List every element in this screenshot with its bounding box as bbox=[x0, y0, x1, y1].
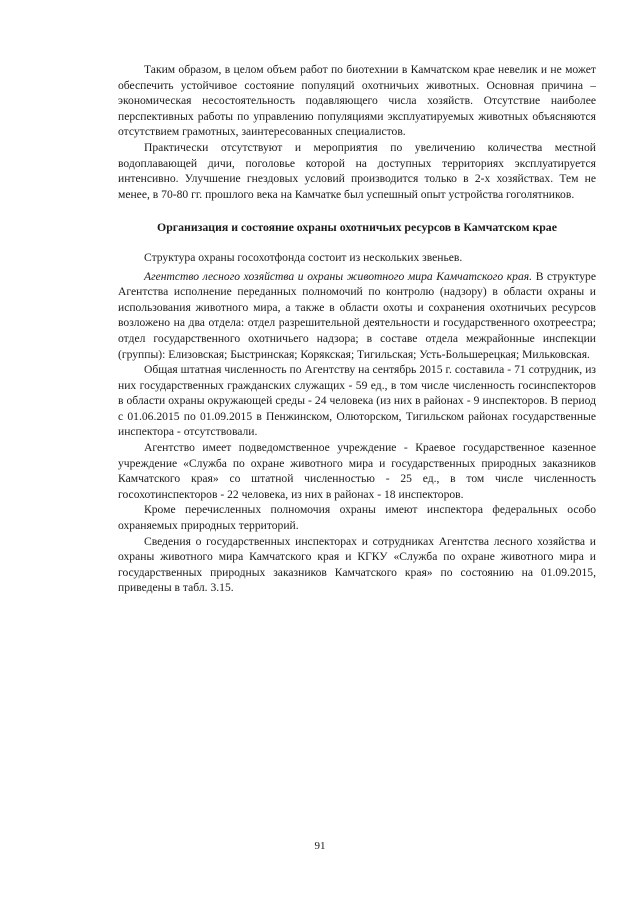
paragraph-table-reference: Сведения о государственных инспекторах и сотрудниках Агентства лесного хозяйства и охраны животного мира Камчатского края и КГКУ «Служба по охране животного мира и государственных природных заказников Камчатского края» по состоянию на 01.09.2015, приведены в табл. 3.15. bbox=[118, 534, 596, 595]
paragraph-agency bbox=[118, 269, 596, 363]
paragraph-subordinate-institution: Агентство имеет подведомственное учреждение - Краевое государственное казенное учреждение «Служба по охране животного мира и государственных природных заказников Камчатского края» со штатной численностью - 25 ед., в том числе численность госохотинспекторов - 22 человека, из них в районах - 18 инспекторов. bbox=[118, 441, 596, 501]
agency-description: В структуре Агентства исполнение переданных полномочий по контролю (надзору) в области охраны и использования животного мира, а также в области охоты и сохранения охотничьих ресурсов возложено на два отдела: отдел разрешительной деятельности и государственного охотреестра; отдел государственного охотничьего надзора; в составе отдела межрайонные инспекции (группы): Елизовская; Быстринская; Корякская; Тигильская; Усть-Большерецкая; Мильковская. bbox=[118, 269, 596, 361]
page-number: 91 bbox=[314, 840, 326, 852]
paragraph-federal-inspectors: Кроме перечисленных полномочия охраны имеют инспектора федеральных особо охраняемых природных территорий. bbox=[118, 503, 596, 533]
paragraph-biotechnics: Таким образом, в целом объем работ по биотехнии в Камчатском крае невелик и не может обеспечить устойчивое состояние популяций охотничьих животных. Основная причина – экономическая несостоятельность подавляющего числа хозяйств. Отсутствие наиболее перспективных работы по управлению популяциями эксплуатируемых животных объясняются отсутствием грамотных, заинтересованных специалистов. bbox=[118, 63, 596, 139]
agency-name-italic: Агентство лесного хозяйства и охраны животного мира Камчатского края. bbox=[144, 269, 533, 283]
document-page bbox=[118, 62, 596, 596]
paragraph-structure-intro: Структура охраны госохотфонда состоит из нескольких звеньев. bbox=[144, 250, 463, 264]
paragraph-waterfowl: Практически отсутствуют и мероприятия по увеличению количества местной водоплавающей дичи, поголовье которой на доступных территориях эксплуатируется интенсивно. Улучшение гнездовых условий производится только в 2-х хозяйствах. Тем не менее, в 70-80 гг. прошлого века на Камчатке был успешный опыт устройства гоголятников. bbox=[118, 140, 596, 201]
paragraph-staff-count: Общая штатная численность по Агентству на сентябрь 2015 г. составила - 71 сотрудник, из них государственных гражданских служащих - 59 ед., в том числе численность госинспекторов в области охраны окружающей среды - 24 человека (из них в районах - 9 инспекторов. В период с 01.06.2015 по 01.09.2015 в Пенжинском, Олюторском, Тигильском районах государственные инспектора - отсутствовали. bbox=[118, 363, 596, 439]
section-heading: Организация и состояние охраны охотничьих ресурсов в Камчатском крае bbox=[157, 220, 557, 235]
